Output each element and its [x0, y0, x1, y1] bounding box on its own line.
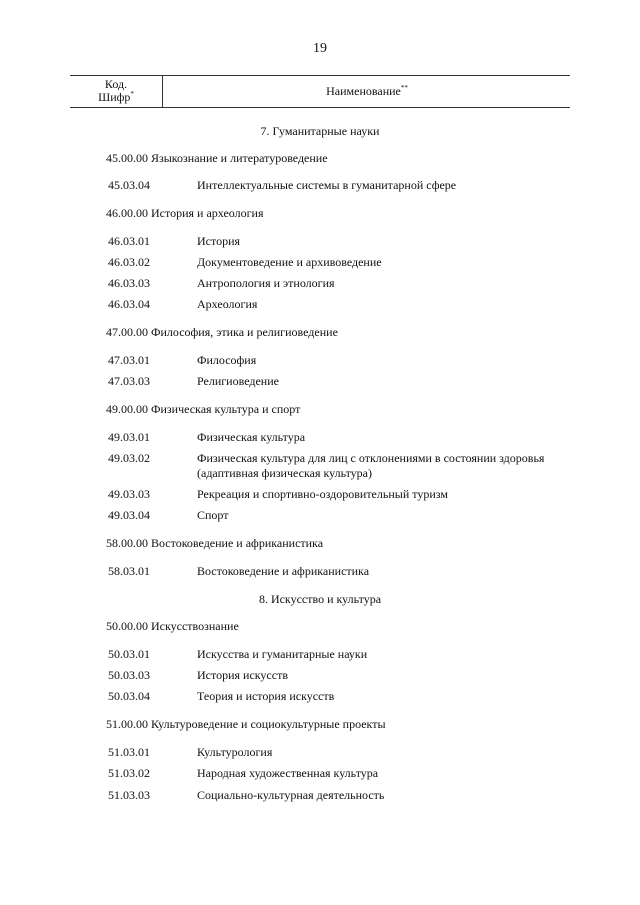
group-heading: 58.00.00 Востоковедение и африканистика — [106, 536, 324, 550]
row-code: 46.03.01 — [108, 234, 150, 248]
group-heading: 49.00.00 Физическая культура и спорт — [106, 402, 301, 416]
section-title: 7. Гуманитарные науки — [260, 124, 380, 138]
row-code: 49.03.04 — [108, 508, 150, 522]
row-name: Спорт — [197, 508, 229, 522]
row-code: 49.03.03 — [108, 487, 150, 501]
row-name: Философия — [197, 353, 257, 367]
row-name: Рекреация и спортивно-оздоровительный туризм — [197, 487, 448, 501]
row-code: 47.03.03 — [108, 374, 150, 388]
row-code: 45.03.04 — [108, 178, 150, 192]
row-name: История искусств — [197, 668, 288, 682]
row-name: Культурология — [197, 745, 273, 759]
row-code: 50.03.03 — [108, 668, 150, 682]
row-name: Религиоведение — [197, 374, 279, 388]
row-code: 51.03.02 — [108, 766, 150, 780]
row-name: Интеллектуальные системы в гуманитарной сфере — [197, 178, 457, 192]
header-code-footnote-mark: * — [130, 90, 134, 98]
row-code: 46.03.04 — [108, 297, 150, 311]
row-name: Антропология и этнология — [197, 276, 335, 290]
row-code: 50.03.01 — [108, 647, 150, 661]
row-name: Археология — [197, 297, 258, 311]
row-code: 51.03.03 — [108, 788, 150, 802]
section-title: 8. Искусство и культура — [258, 592, 382, 606]
table-header — [70, 75, 570, 108]
header-name-footnote-mark: ** — [400, 84, 408, 92]
row-name: Теория и история искусств — [197, 689, 335, 703]
row-code: 46.03.03 — [108, 276, 150, 290]
group-heading: 51.00.00 Культуроведение и социокультурные проекты — [106, 717, 386, 731]
header-name-label: Наименование — [326, 84, 401, 98]
header-code-line1: Код. — [104, 77, 128, 91]
row-code: 49.03.01 — [108, 430, 150, 444]
row-code: 49.03.02 — [108, 451, 150, 465]
row-name: История — [197, 234, 241, 248]
row-code: 50.03.04 — [108, 689, 150, 703]
group-heading: 46.00.00 История и археология — [106, 206, 264, 220]
page-number: 19 — [313, 41, 327, 56]
row-name: Документоведение и архивоведение — [197, 255, 382, 269]
header-code-label: Шифр — [98, 90, 131, 104]
row-code: 47.03.01 — [108, 353, 150, 367]
row-code: 51.03.01 — [108, 745, 150, 759]
group-heading: 47.00.00 Философия, этика и религиоведение — [106, 325, 338, 339]
group-heading: 45.00.00 Языкознание и литературоведение — [106, 151, 328, 165]
row-name: Социально-культурная деятельность — [197, 788, 385, 802]
row-name: Физическая культура для лиц с отклонениями в состоянии здоровья (адаптивная физическая культура) — [197, 451, 545, 480]
row-code: 58.03.01 — [108, 564, 150, 578]
header-code-line2 — [70, 91, 162, 104]
header-code-column — [70, 76, 163, 107]
row-name: Народная художественная культура — [197, 766, 379, 780]
row-name: Востоковедение и африканистика — [197, 564, 370, 578]
row-code: 46.03.02 — [108, 255, 150, 269]
header-name-column — [164, 76, 570, 107]
group-heading: 50.00.00 Искусствознание — [106, 619, 239, 633]
row-name: Искусства и гуманитарные науки — [197, 647, 368, 661]
row-name: Физическая культура — [197, 430, 306, 444]
